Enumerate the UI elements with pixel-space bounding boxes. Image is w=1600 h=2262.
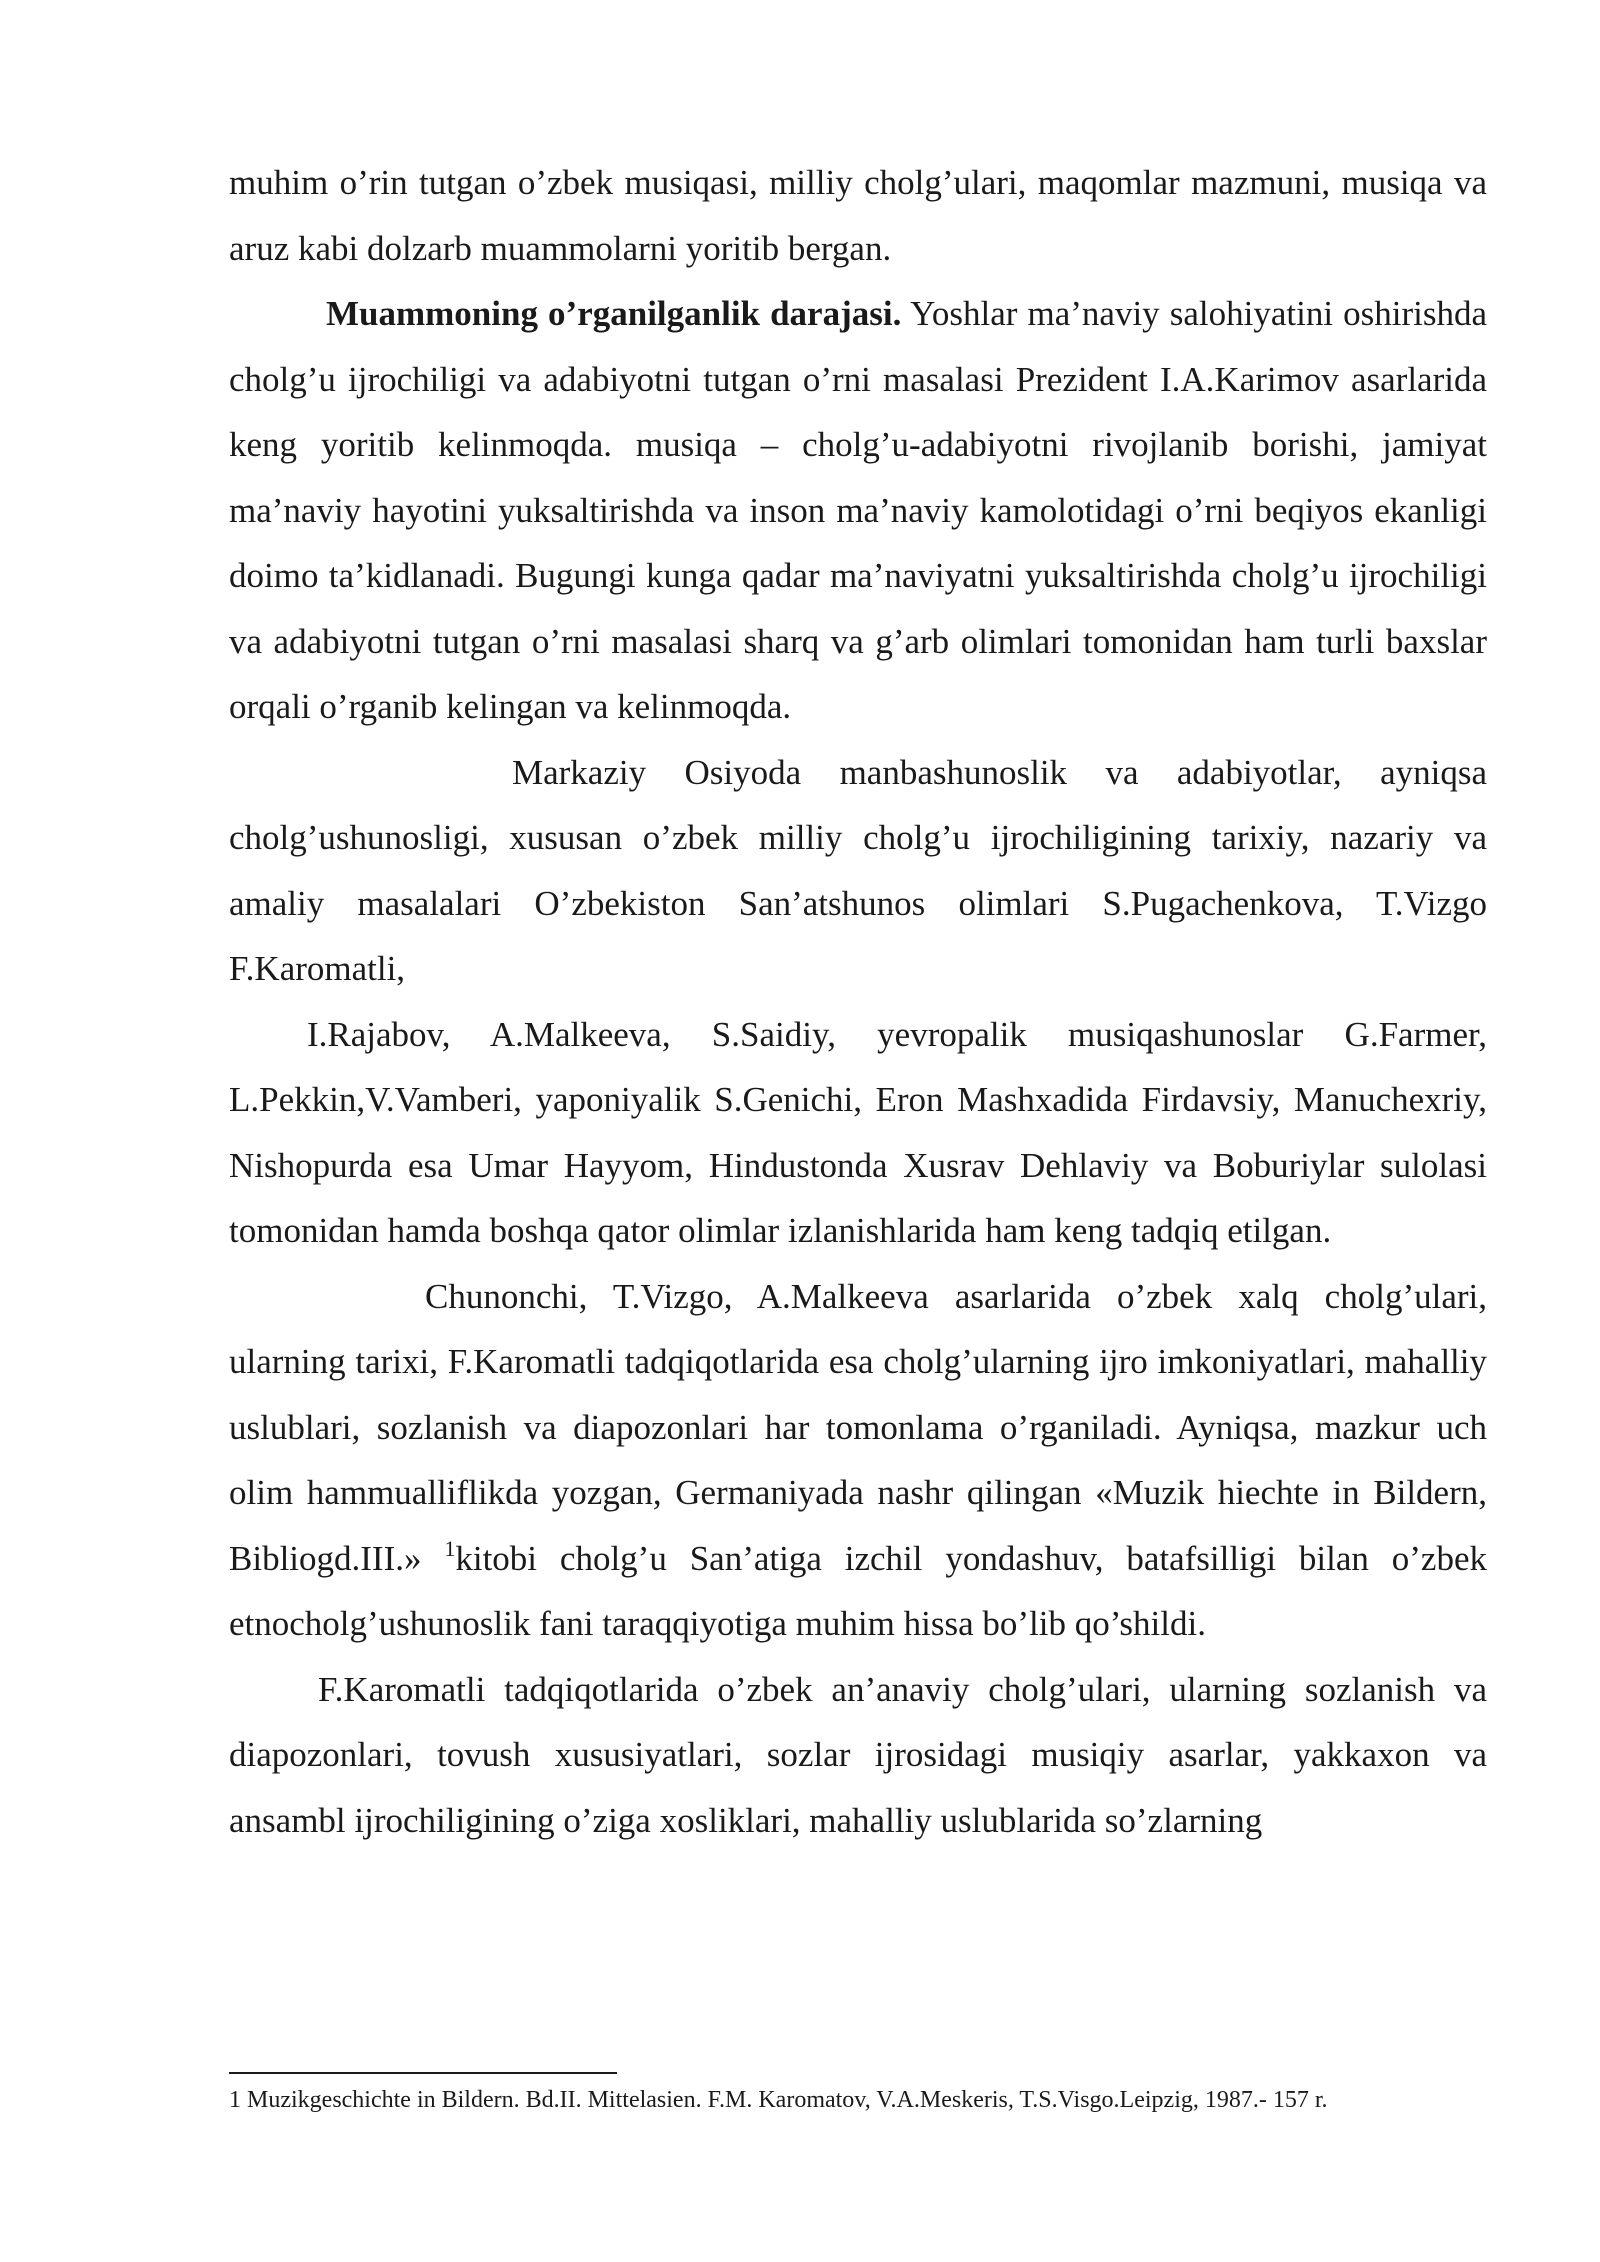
paragraph-text: F.Karomatli tadqiqotlarida o’zbek an’anaviy cholg’ulari, ularning sozlanish va diapozonlari, tovush xususiyatlari, sozlar ijrosidagi musiqiy asarlar, yakkaxon va ansambl ijrochiligining o’ziga xosliklari, mahalliy uslublarida so’zlarning: [229, 1669, 1487, 1840]
footnote: 1 Muzikgeschichte in Bildern. Bd.II. Mittelasien. F.M. Karomatov, V.A.Meskeris, T.S.Visgo.Leipzig, 1987.- 157 r.: [229, 2087, 1328, 2113]
paragraph-text: Markaziy Osiyoda manbashunoslik va adabiyotlar, ayniqsa cholg’ushunosligi, xususan o’zbek milliy cholg’u ijrochiligining tarixiy, nazariy va amaliy masalalari O’zbekiston San’atshunos olimlari S.Pugachenkova, T.Vizgo F.Karomatli,: [229, 752, 1487, 988]
paragraph-text: Yoshlar ma’naviy salohiyatini oshirishda cholg’u ijrochiligi va adabiyotni tutgan o’rni masalasi Prezident I.A.Karimov asarlarida keng yoritib kelinmoqda. musiqa – cholg’u-adabiyotni rivojlanib borishi, jamiyat ma’naviy hayotini yuksaltirishda va inson ma’naviy kamolotidagi o’rni beqiyos ekanligi doimo ta’kidlanadi. Bugungi kunga qadar ma’naviyatni yuksaltirishda cholg’u ijrochiligi va adabiyotni tutgan o’rni masalasi sharq va g’arb olimlari tomonidan ham turli baxslar orqali o’rganib kelingan va kelinmoqda.: [229, 294, 1487, 726]
paragraph-text: Chunonchi, T.Vizgo, A.Malkeeva asarlarida o’zbek xalq cholg’ulari, ularning tarixi, F.Karomatli tadqiqotlarida esa cholg’ularning ijro imkoniyatlari, mahalliy uslublari, sozlanish va diapozonlari har tomonlama o’rganiladi. Ayniqsa, mazkur uch olim hammualliflikda yozgan, Germaniyada nashr qilingan «Muzik hiechte in Bildern, Bibliogd.III.»: [229, 1276, 1487, 1578]
footnote-separator: [229, 2072, 617, 2074]
footnote-reference[interactable]: 1: [444, 1535, 456, 1561]
paragraph-1: [229, 150, 1487, 281]
paragraph-text: kitobi cholg’u San’atiga izchil yondashuv, batafsilligi bilan o’zbek etnocholg’ushunoslik fani taraqqiyotiga muhim hissa bo’lib qo’shildi.: [229, 1538, 1488, 1643]
section-heading: Muammoning o’rganilganlik darajasi.: [326, 294, 902, 333]
paragraph-5: [229, 1264, 1487, 1657]
document-body: [229, 150, 1487, 1853]
paragraph-4: [229, 1002, 1487, 1264]
paragraph-2: [229, 281, 1487, 740]
paragraph-3: [229, 740, 1487, 1002]
paragraph-6: [229, 1657, 1487, 1854]
paragraph-text: muhim o’rin tutgan o’zbek musiqasi, milliy cholg’ulari, maqomlar mazmuni, musiqa va aruz kabi dolzarb muammolarni yoritib bergan.: [229, 163, 1487, 268]
paragraph-text: I.Rajabov, A.Malkeeva, S.Saidiy, yevropalik musiqashunoslar G.Farmer, L.Pekkin,V.Vamberi, yaponiyalik S.Genichi, Eron Mashxadida Firdavsiy, Manuchexriy, Nishopurda esa Umar Hayyom, Hindustonda Xusrav Dehlaviy va Boburiylar sulolasi tomonidan hamda boshqa qator olimlar izlanishlarida ham keng tadqiq etilgan.: [229, 1014, 1487, 1250]
